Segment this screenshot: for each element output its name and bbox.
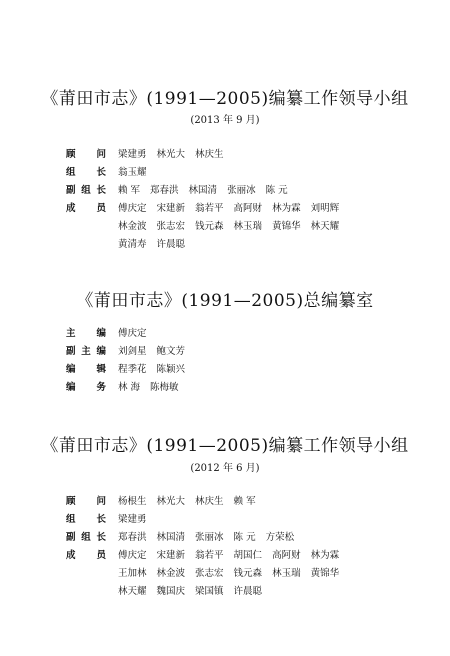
role-label: 副组长 [66, 532, 106, 543]
role-label: 成 员 [66, 550, 106, 561]
person-name: 赖 军 [233, 496, 256, 507]
role-label: 副主编 [66, 346, 106, 357]
person-name: 宋建新 [156, 203, 186, 214]
person-name: 陈颖兴 [156, 364, 186, 375]
person-name: 林金波 [156, 568, 186, 579]
person-name: 张丽冰 [227, 185, 256, 196]
person-name: 黄锦华 [272, 221, 301, 232]
section1-title: 《莆田市志》(1991—2005)编纂工作领导小组 [41, 89, 409, 109]
person-name: 林光大 [156, 496, 186, 507]
person-name: 陈 元 [233, 532, 256, 543]
person-name: 程季花 [118, 364, 147, 375]
person-name: 林天耀 [118, 586, 147, 597]
person-name: 郑春洪 [118, 532, 147, 543]
role-label: 编 辑 [66, 364, 106, 375]
names [118, 530, 304, 546]
person-name: 林国清 [156, 532, 186, 543]
person-name: 许晨聪 [156, 239, 186, 250]
section3-date: (2012 年 6 月) [190, 463, 260, 474]
person-name: 胡国仁 [233, 550, 263, 561]
person-name: 高阿财 [272, 550, 301, 561]
person-name: 郑春洪 [150, 185, 179, 196]
person-name: 张志宏 [195, 568, 224, 579]
person-name: 鲍文芳 [156, 346, 186, 357]
person-name: 林玉瑞 [233, 221, 263, 232]
section1-date: (2013 年 9 月) [190, 115, 260, 126]
person-name: 翁若平 [195, 203, 224, 214]
names [118, 548, 349, 564]
s1-members-cont-2 [118, 237, 195, 253]
person-name: 黄锦华 [310, 568, 340, 579]
role-label: 成 员 [66, 203, 106, 214]
role-label: 副组长 [66, 185, 106, 196]
person-name: 傅庆定 [118, 203, 147, 214]
names [118, 326, 157, 342]
section2-title: 《莆田市志》(1991—2005)总编纂室 [76, 291, 374, 311]
s3-members-cont-1 [118, 566, 349, 582]
person-name: 高阿财 [233, 203, 263, 214]
names [118, 362, 195, 378]
person-name: 林庆生 [195, 149, 224, 160]
person-name: 张志宏 [156, 221, 186, 232]
person-name: 方荣松 [265, 532, 295, 543]
person-name: 林天耀 [310, 221, 340, 232]
person-name: 张丽冰 [195, 532, 224, 543]
s3-members-cont-2 [118, 584, 272, 600]
person-name: 王加林 [118, 568, 147, 579]
names [118, 165, 157, 181]
person-name: 刘明辉 [310, 203, 340, 214]
person-name: 陈梅敏 [150, 382, 179, 393]
person-name: 林金波 [118, 221, 147, 232]
role-label: 顾 问 [66, 149, 106, 160]
person-name: 黄清寿 [118, 239, 147, 250]
person-name: 杨根生 [118, 496, 147, 507]
person-name: 钱元森 [195, 221, 224, 232]
s1-members-cont-1 [118, 219, 349, 235]
role-label: 组 长 [66, 514, 106, 525]
names [118, 147, 234, 163]
person-name: 刘剑星 [118, 346, 147, 357]
names [118, 201, 349, 217]
role-label: 顾 问 [66, 496, 106, 507]
person-name: 翁玉耀 [118, 167, 147, 178]
names [118, 344, 195, 360]
names [118, 183, 298, 199]
person-name: 魏国庆 [156, 586, 186, 597]
person-name: 林光大 [156, 149, 186, 160]
person-name: 林为霖 [272, 203, 301, 214]
person-name: 赖 军 [118, 185, 141, 196]
person-name: 林庆生 [195, 496, 224, 507]
role-label: 组 长 [66, 167, 106, 178]
person-name: 梁国镇 [195, 586, 224, 597]
role-label: 主 编 [66, 328, 106, 339]
names [118, 512, 157, 528]
person-name: 翁若平 [195, 550, 224, 561]
person-name: 林为霖 [310, 550, 340, 561]
section3-title: 《莆田市志》(1991—2005)编纂工作领导小组 [41, 436, 409, 456]
names [118, 494, 266, 510]
person-name: 钱元森 [233, 568, 263, 579]
person-name: 傅庆定 [118, 328, 147, 339]
names [118, 380, 189, 396]
person-name: 梁建勇 [118, 149, 147, 160]
person-name: 许晨聪 [233, 586, 263, 597]
person-name: 宋建新 [156, 550, 186, 561]
role-label: 编 务 [66, 382, 106, 393]
person-name: 林玉瑞 [272, 568, 301, 579]
person-name: 傅庆定 [118, 550, 147, 561]
person-name: 林 海 [118, 382, 141, 393]
person-name: 陈 元 [265, 185, 288, 196]
person-name: 梁建勇 [118, 514, 147, 525]
person-name: 林国清 [188, 185, 218, 196]
